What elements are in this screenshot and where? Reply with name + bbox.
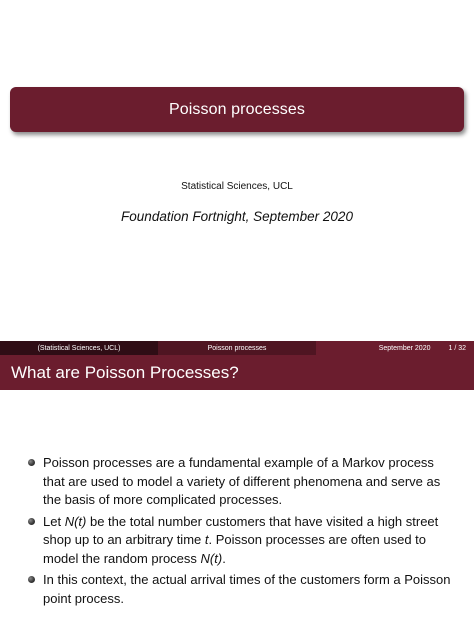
- bullet-text-part: . Poisson processes are often used to model the random process: [43, 532, 426, 566]
- bullet-text-part: be the total number customers that have visited a high street shop up to an arbitrary time: [43, 513, 439, 547]
- bullet-text-part: Let: [43, 513, 65, 529]
- headline-author-text: (Statistical Sciences, UCL): [37, 344, 121, 352]
- slide-headline-bar: [0, 341, 474, 355]
- headline-title: [158, 341, 316, 355]
- content-slide: [0, 341, 474, 632]
- bullet-item: [28, 454, 458, 510]
- frame-title: What are Poisson Processes?: [0, 355, 474, 390]
- bullet-item: [28, 513, 458, 569]
- author-line: Statistical Sciences, UCL: [181, 181, 293, 192]
- headline-date-page: [316, 341, 474, 355]
- slide-title: Poisson processes: [169, 100, 305, 118]
- bullet-item: [28, 571, 458, 608]
- bullet-dot-icon: [28, 518, 35, 525]
- headline-title-text: Poisson processes: [207, 344, 267, 352]
- headline-date: September 2020: [378, 344, 431, 352]
- event-line: Foundation Fortnight, September 2020: [121, 209, 353, 224]
- bullet-text: In this context, the actual arrival times of the customers form a Poisson point process.: [43, 572, 451, 606]
- title-banner: [10, 87, 464, 132]
- bullet-text-part: .: [222, 550, 226, 566]
- bullet-dot-icon: [28, 576, 35, 583]
- bullet-list: [28, 454, 458, 611]
- math-expression: t: [204, 532, 209, 547]
- headline-page-number: 1 / 32: [448, 344, 466, 352]
- bullet-dot-icon: [28, 459, 35, 466]
- headline-author: [0, 341, 158, 355]
- math-expression: N(t): [200, 550, 223, 566]
- math-expression: N(t): [64, 513, 87, 529]
- bullet-text: Poisson processes are a fundamental example of a Markov process that are used to model a variety of different phenomena and serve as the basis of more complicated processes.: [43, 455, 441, 507]
